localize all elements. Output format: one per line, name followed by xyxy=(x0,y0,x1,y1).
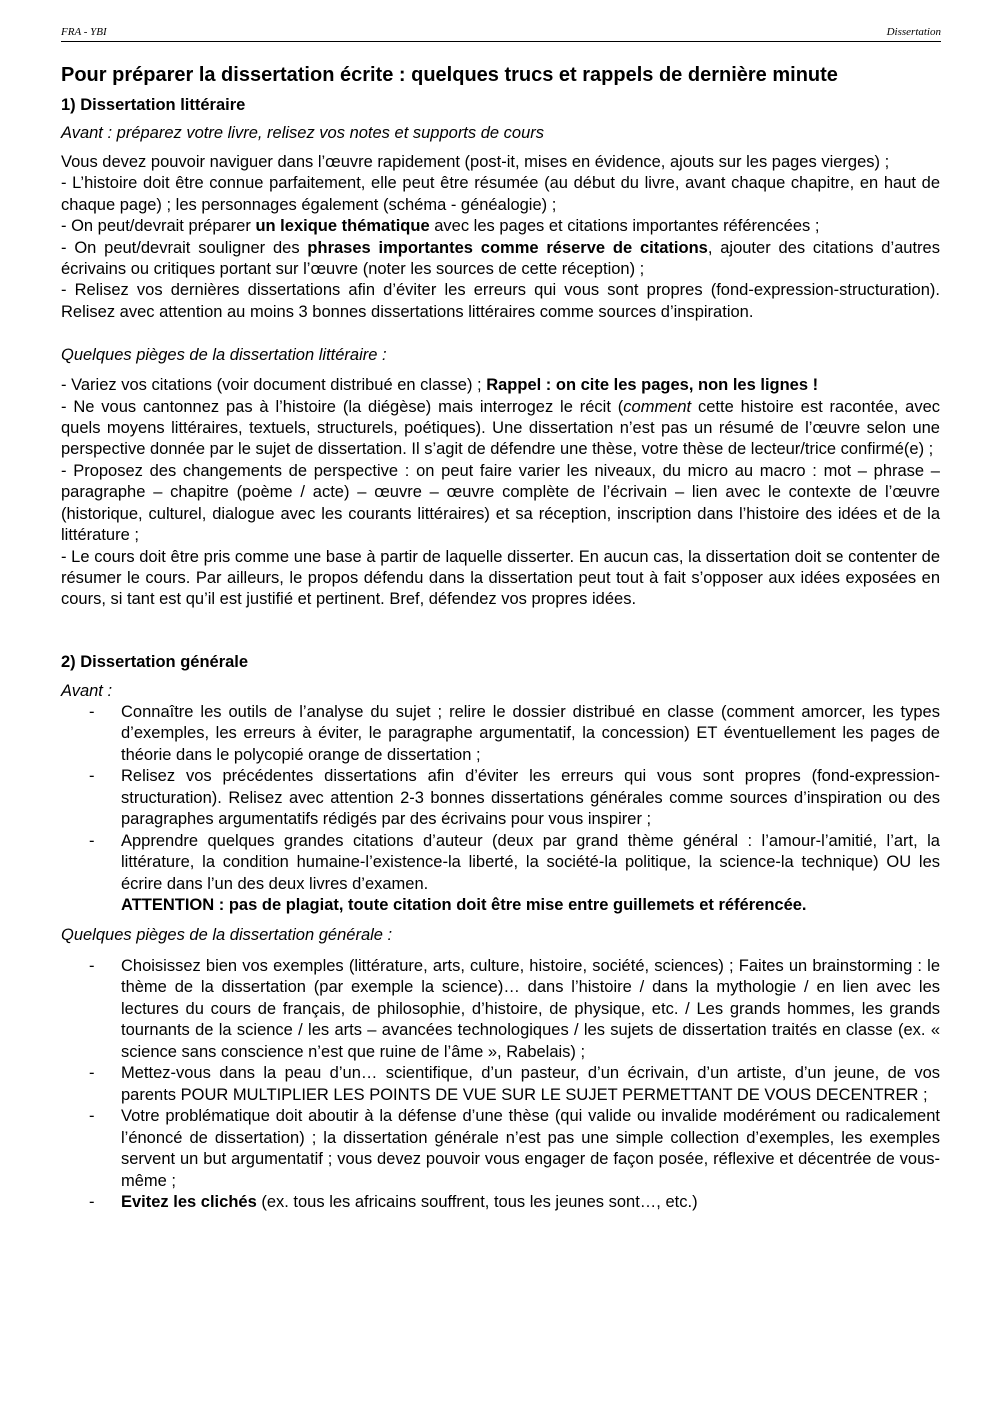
header-document-type: Dissertation xyxy=(886,26,941,38)
text: cette histoire est racontée, avec quels moyens littéraires, textuels, structurels, poétiques). Une dissertation n’est pas un résumé de l’œuvre selon une perspective donnée par le sujet de dissertation. Il s’agit de défendre une thèse, votre thèse de lecteur/trice confirmé(e) ; xyxy=(61,397,941,459)
section-1-heading: 1) Dissertation littéraire xyxy=(61,96,246,114)
paragraph xyxy=(61,238,940,281)
paragraph xyxy=(61,397,940,461)
dash-bullet: - xyxy=(89,831,95,850)
section-2-pitfalls-list xyxy=(61,956,940,1214)
paragraph xyxy=(61,216,940,237)
paragraph: Vous devez pouvoir naviguer dans l’œuvre rapidement (post-it, mises en évidence, ajouts sur les pages vierges) ; xyxy=(61,153,890,171)
text: Choisissez bien vos exemples (littérature, arts, culture, histoire, société, sciences) ; Faites un brainstorming : le thème de la dissertation (par exemple la science)… dans l’histoire / dans la mythologie / en lien avec les lectures du cours de français, de philosophie, d’histoire, de physique, etc. / Les grands hommes, les grands tournants de la science / les arts – avancées technologiques / les sujets de dissertation traités en classe (ex. « science sans conscience n’est que ruine de l’âme », Rabelais) ; xyxy=(121,956,940,1061)
list-item xyxy=(61,702,940,767)
emphasis: phrases importantes comme réserve de citations xyxy=(307,238,708,257)
header-course-code: FRA - YBI xyxy=(61,26,107,38)
text: Mettez-vous dans la peau d’un… scientifique, d’un pasteur, d’un écrivain, d’un artiste, d’un jeune, de vos parents POUR MULTIPLIER LES POINTS DE VUE SUR LE SUJET PERMETTANT DE VOUS DECENTRER ; xyxy=(121,1064,940,1104)
section-1-subheading-before: Avant : préparez votre livre, relisez vos notes et supports de cours xyxy=(61,124,545,142)
page-header xyxy=(61,24,941,42)
text: - On peut/devrait souligner des xyxy=(61,238,308,257)
emphasis: Rappel : on cite les pages, non les lignes ! xyxy=(486,376,819,395)
section-1-before-block xyxy=(61,152,940,323)
list-item xyxy=(61,1192,940,1214)
text: (ex. tous les africains souffrent, tous les jeunes sont…, etc.) xyxy=(256,1193,698,1212)
text: , ajouter des citations d’autres écrivains ou critiques portant sur l’œuvre (noter les sources de cette réception) ; xyxy=(61,238,940,279)
section-1-pitfalls-block xyxy=(61,375,940,610)
text: - Variez vos citations (voir document distribué en classe) ; xyxy=(61,376,487,395)
list-item xyxy=(61,831,940,917)
section-2-subheading-pitfalls: Quelques pièges de la dissertation générale : xyxy=(61,925,393,944)
list-item xyxy=(61,956,940,1064)
list-item xyxy=(61,1106,940,1192)
section-2-heading: 2) Dissertation générale xyxy=(61,652,249,671)
paragraph: - Proposez des changements de perspective : on peut faire varier les niveaux, du micro au macro : mot – phrase – paragraphe – chapitre (poème / acte) – œuvre – œuvre complète de l’écrivain – lien avec le contexte de l’œuvre (historique, culturel, dialogue avec les courants littéraires) et sa réception, inscription dans l’histoire des idées et de la littérature ; xyxy=(61,461,940,545)
dash-bullet: - xyxy=(89,1193,95,1212)
emphasis: un lexique thématique xyxy=(255,217,430,236)
text: Apprendre quelques grandes citations d’auteur (deux par grand thème général : l’amour-l’amitié, l’art, la littérature, la condition humaine-l’existence-la liberté, la société-la politique, la science-la technique) OU les écrire dans l’un des deux livres d’examen. xyxy=(121,831,940,893)
text: avec les pages et citations importantes référencées ; xyxy=(429,217,820,236)
plagiarism-warning: ATTENTION : pas de plagiat, toute citation doit être mise entre guillemets et référencée. xyxy=(121,896,807,915)
section-2-subheading-before: Avant : xyxy=(61,681,113,700)
dash-bullet: - xyxy=(89,767,95,786)
paragraph: - L’histoire doit être connue parfaitement, elle peut être résumée (au début du livre, avant chaque chapitre, en haut de chaque page) ; les personnages également (schéma - généalogie) ; xyxy=(61,174,940,214)
dash-bullet: - xyxy=(89,1064,95,1083)
emphasis: Evitez les clichés xyxy=(121,1193,257,1212)
paragraph: - Le cours doit être pris comme une base à partir de laquelle disserter. En aucun cas, la dissertation doit se contenter de résumer le cours. Par ailleurs, le propos défendu dans la dissertation peut tout à fait s’opposer aux idées exposées en cours, si tant est qu’il est justifié et pertinent. Bref, défendez vos propres idées. xyxy=(61,547,940,609)
page-title: Pour préparer la dissertation écrite : quelques trucs et rappels de dernière minute xyxy=(61,64,838,86)
emphasis-italic: comment xyxy=(623,397,692,416)
text: Votre problématique doit aboutir à la défense d’une thèse (qui valide ou invalide modérément ou radicalement l’énoncé de dissertation) ; la dissertation générale n’est pas une simple collection d’exemples, les exemples servent un but argumentatif ; vous devez pouvoir vous engager de façon posée, réflexive et décentrée de vous-même ; xyxy=(121,1107,940,1190)
text: - Ne vous cantonnez pas à l’histoire (la diégèse) mais interrogez le récit ( xyxy=(61,397,624,416)
text: Relisez vos précédentes dissertations afin d’éviter les erreurs qui vous sont propres (fond-expression-structuration). Relisez avec attention 2-3 bonnes dissertations générales comme sources d’inspiration ou des paragraphes argumentatifs rédigés par des écrivains pour vous inspirer ; xyxy=(121,767,940,829)
text: Connaître les outils de l’analyse du sujet ; relire le dossier distribué en classe (comment amorcer, les types d’exemples, les erreurs à éviter, le paragraphe argumentatif, la concession) ET éventuellement les pages de théorie dans le polycopié orange de dissertation ; xyxy=(121,702,940,764)
text: - On peut/devrait préparer xyxy=(61,217,256,236)
paragraph: - Relisez vos dernières dissertations afin d’éviter les erreurs qui vous sont propres (fond-expression-structuration). Relisez avec attention au moins 3 bonnes dissertations littéraires comme sources d’inspiration. xyxy=(61,281,940,321)
section-2-before-list xyxy=(61,702,940,917)
list-item xyxy=(61,766,940,831)
dash-bullet: - xyxy=(89,702,95,721)
paragraph xyxy=(61,375,940,396)
section-1-subheading-pitfalls: Quelques pièges de la dissertation littéraire : xyxy=(61,346,387,365)
list-item xyxy=(61,1063,940,1106)
document-body xyxy=(61,62,940,1214)
dash-bullet: - xyxy=(89,956,95,975)
dash-bullet: - xyxy=(89,1107,95,1126)
